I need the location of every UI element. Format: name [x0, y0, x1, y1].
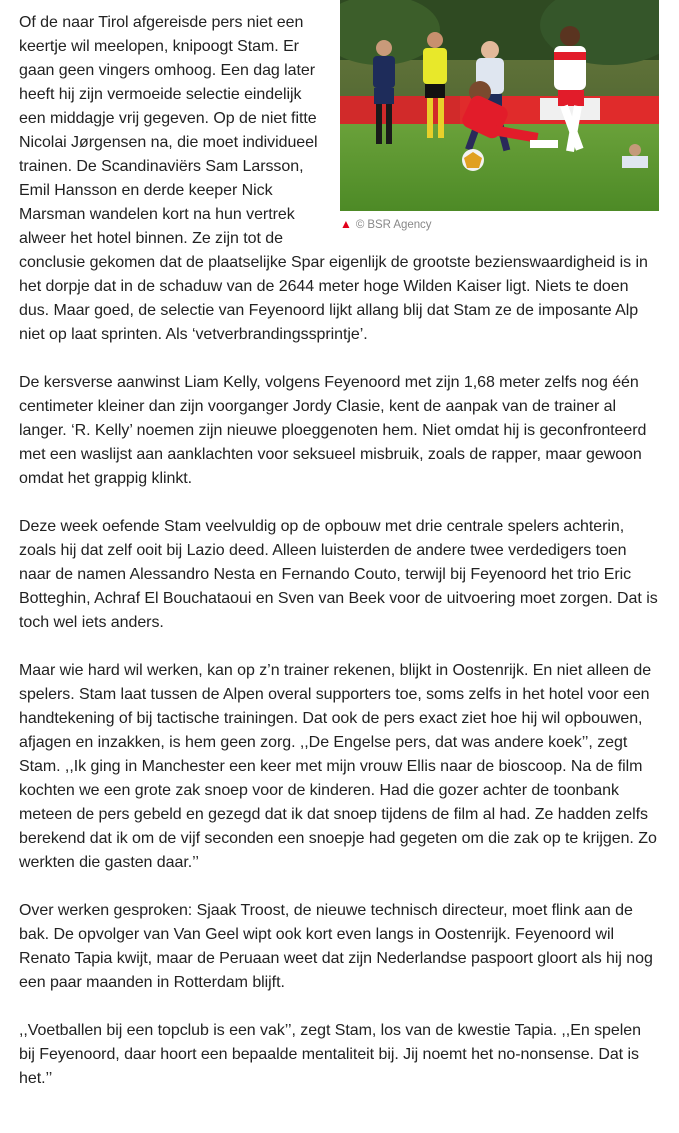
caption-triangle-icon: ▲ — [340, 217, 352, 231]
article-body — [19, 0, 659, 1091]
football-match-photo[interactable] — [340, 0, 659, 211]
paragraph-5: Over werken gesproken: Sjaak Troost, de nieuwe technisch directeur, moet flink aan de bak. De opvolger van Van Geel wipt ook kort even langs in Oostenrijk. Feyenoord wil Renato Tapia kwijt, maar de Peruaan weet dat zijn Nederlandse paspoort gloort als hij nog een paar maanden in Rotterdam blijft. — [19, 902, 653, 991]
paragraph-1: Of de naar Tirol afgereisde pers niet een keertje wil meelopen, knipoogt Stam. Er gaan geen vingers omhoog. Een dag later heeft hij zijn vermoeide selectie eindelijk een middagje vrij gegeven. Op de niet fitte Nicolai Jørgensen na, die moet individueel trainen. De Scandinaviërs Sam Larsson, Emil Hansson en derde keeper Nick Marsman wandelen kort na hun vertrek alweer het hotel binnen. Ze zijn tot de conclusie gekomen dat de plaatselijke Spar eigenlijk de grootste bezienswaardigheid is in het dorpje dat in de schaduw van de 2644 meter hoge Wilden Kaiser ligt. Niets te doen dus. Maar goed, de selectie van Feyenoord lijkt allang blij dat Stam ze de imposante Alp niet op laat sprinten. Als ‘vetverbrandingssprintje’. — [19, 14, 648, 343]
paragraph-3: Deze week oefende Stam veelvuldig op de opbouw met drie centrale spelers achterin, zoals hij dat zelf ooit bij Lazio deed. Alleen luisterden de andere twee verdedigers toen naar de namen Alessandro Nesta en Fernando Couto, terwijl bij Feyenoord het trio Eric Botteghin, Achraf El Bouchataoui en Sven van Beek voor de uitvoering moet zorgen. Dat is toch wel iets anders. — [19, 518, 658, 631]
article-figure — [340, 0, 659, 232]
caption-credit: © BSR Agency — [355, 219, 432, 231]
paragraph-6: ,,Voetballen bij een topclub is een vak’’, zegt Stam, los van de kwestie Tapia. ,,En spelen bij Feyenoord, daar hoort een bepaalde mentaliteit bij. Jij noemt het no-nonsense. Dat is het.’’ — [19, 1022, 641, 1087]
paragraph-4: Maar wie hard wil werken, kan op z’n trainer rekenen, blijkt in Oostenrijk. En niet alleen de spelers. Stam laat tussen de Alpen overal supporters toe, soms zelfs in het hotel voor een handtekening of bij tactische trainingen. Dat ook de pers exact ziet hoe hij wil opbouwen, afjagen en inzakken, is hem geen zorg. ,,De Engelse pers, dat was andere koek’’, zegt Stam. ,,Ik ging in Manchester een keer met mijn vrouw Ellis naar de bioscoop. Na de film kochten we een grote zak snoep voor de kinderen. Had die gozer achter de toonbank meteen de pers gebeld en gezegd dat ik dat snoep tijdens de film al had. Ze hadden zelfs berekend dat ik om de vijf seconden een snoepje had gegeten om die zak op te krijgen. Zo werkten die gasten daar.’’ — [19, 662, 657, 871]
paragraph-2: De kersverse aanwinst Liam Kelly, volgens Feyenoord met zijn 1,68 meter zelfs nog één centimeter kleiner dan zijn voorganger Jordy Clasie, kent de aanpak van de trainer al langer. ‘R. Kelly’ noemen zijn nieuwe ploeggenoten hem. Niet omdat hij is geconfronteerd met een waslijst aan aanklachten voor seksueel misbruik, zoals de rapper, maar gewoon omdat het grappig klinkt. — [19, 374, 647, 487]
photo-caption — [340, 216, 659, 232]
